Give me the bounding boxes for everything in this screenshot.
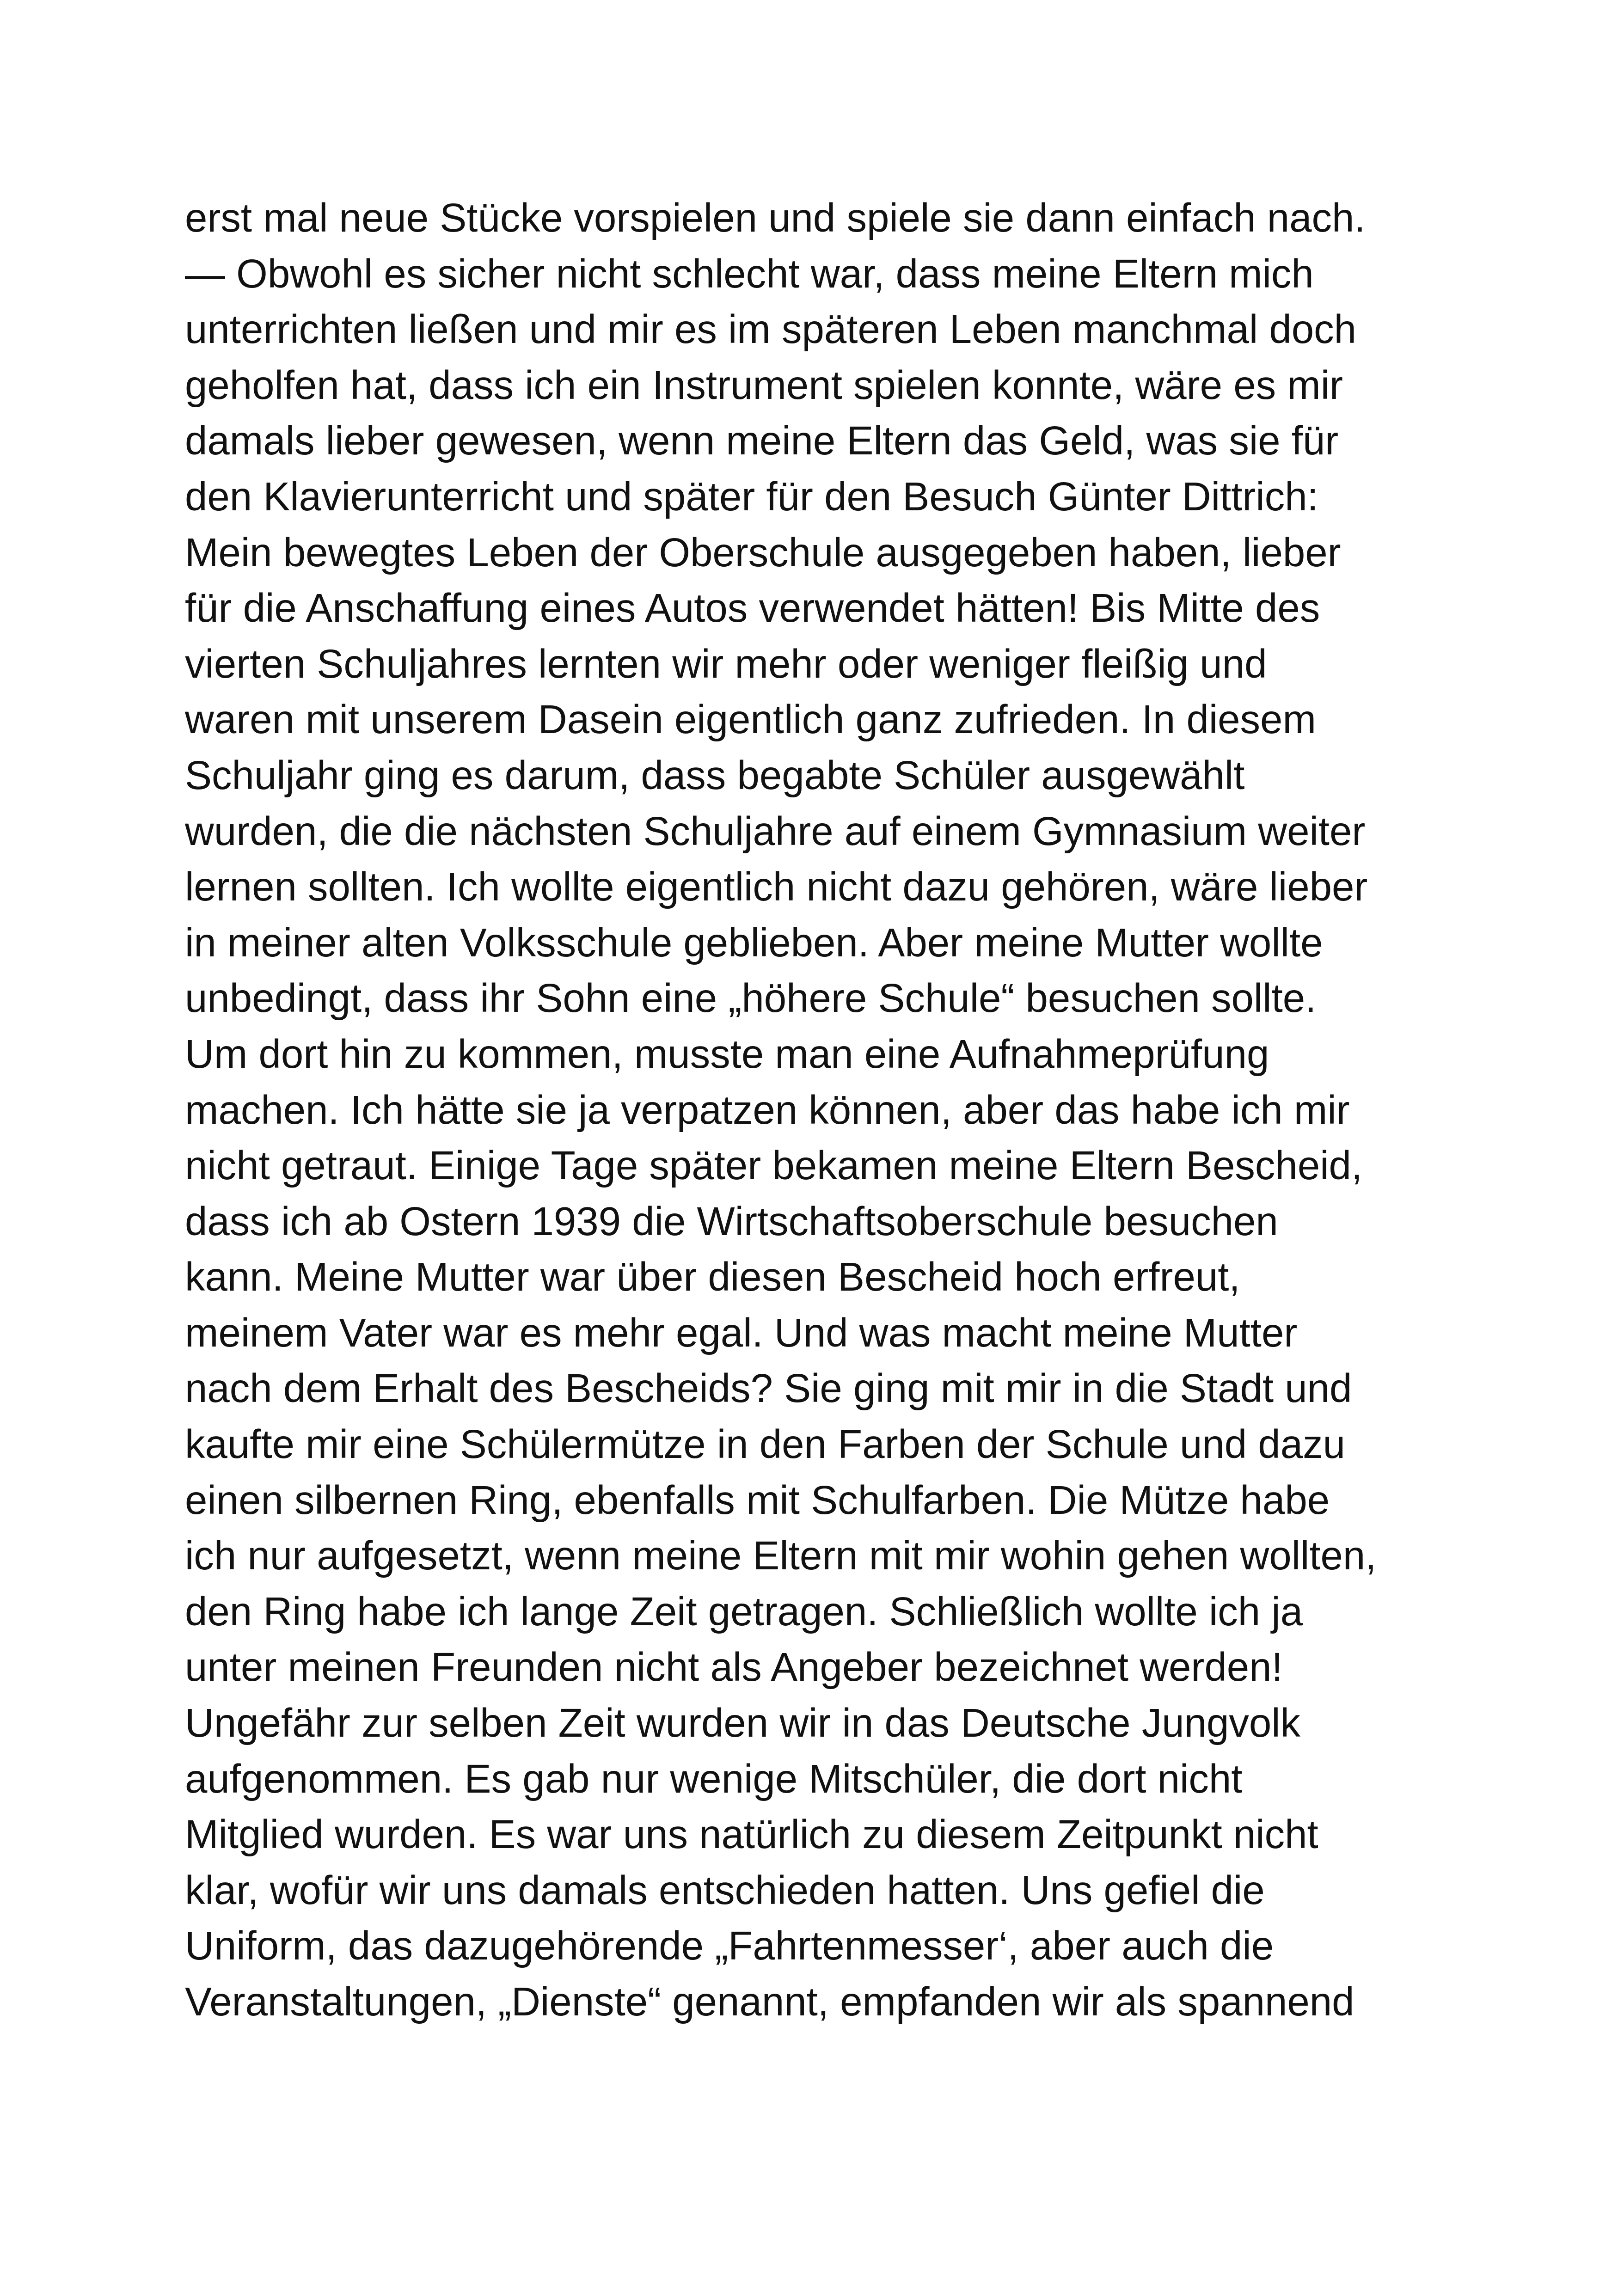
text-line: unter meinen Freunden nicht als Angeber bezeichnet werden! bbox=[185, 1645, 1283, 1690]
text-line: unterrichten ließen und mir es im späteren Leben manchmal doch bbox=[185, 307, 1357, 352]
text-line: — Obwohl es sicher nicht schlecht war, dass meine Eltern mich bbox=[185, 251, 1314, 296]
text-line: vierten Schuljahres lernten wir mehr oder weniger fleißig und bbox=[185, 641, 1267, 686]
text-line: Um dort hin zu kommen, musste man eine Aufnahmeprüfung bbox=[185, 1031, 1269, 1077]
text-line: kann. Meine Mutter war über diesen Bescheid hoch erfreut, bbox=[185, 1255, 1240, 1300]
text-line: machen. Ich hätte sie ja verpatzen können, aber das habe ich mir bbox=[185, 1087, 1350, 1133]
text-line: Mein bewegtes Leben der Oberschule ausgegeben haben, lieber bbox=[185, 530, 1341, 575]
text-line: den Ring habe ich lange Zeit getragen. Schließlich wollte ich ja bbox=[185, 1589, 1303, 1634]
text-line: Veranstaltungen, „Dienste“ genannt, empfanden wir als spannend bbox=[185, 1979, 1354, 2024]
text-line: nach dem Erhalt des Bescheids? Sie ging mit mir in die Stadt und bbox=[185, 1366, 1352, 1411]
text-line: damals lieber gewesen, wenn meine Eltern das Geld, was sie für bbox=[185, 418, 1339, 464]
text-line: Uniform, das dazugehörende „Fahrtenmesser‘, aber auch die bbox=[185, 1923, 1274, 1969]
text-line: einen silbernen Ring, ebenfalls mit Schulfarben. Die Mütze habe bbox=[185, 1477, 1330, 1523]
text-line: unbedingt, dass ihr Sohn eine „höhere Schule“ besuchen sollte. bbox=[185, 976, 1317, 1021]
text-line: dass ich ab Ostern 1939 die Wirtschaftsoberschule besuchen bbox=[185, 1199, 1278, 1244]
text-line: in meiner alten Volksschule geblieben. Aber meine Mutter wollte bbox=[185, 920, 1323, 965]
text-line: lernen sollten. Ich wollte eigentlich nicht dazu gehören, wäre lieber bbox=[185, 864, 1368, 910]
text-line: erst mal neue Stücke vorspielen und spiele sie dann einfach nach. bbox=[185, 196, 1366, 240]
text-line: wurden, die die nächsten Schuljahre auf einem Gymnasium weiter bbox=[185, 808, 1366, 854]
text-line: den Klavierunterricht und später für den Besuch Günter Dittrich: bbox=[185, 474, 1318, 519]
text-line: für die Anschaffung eines Autos verwendet hätten! Bis Mitte des bbox=[185, 586, 1320, 631]
text-line: waren mit unserem Dasein eigentlich ganz zufrieden. In diesem bbox=[185, 697, 1316, 742]
body-text bbox=[185, 190, 1479, 2030]
text-line: Schuljahr ging es darum, dass begabte Schüler ausgewählt bbox=[185, 753, 1245, 798]
text-line: kaufte mir eine Schülermütze in den Farben der Schule und dazu bbox=[185, 1422, 1345, 1467]
text-line: aufgenommen. Es gab nur wenige Mitschüler, die dort nicht bbox=[185, 1756, 1243, 1801]
text-line: meinem Vater war es mehr egal. Und was macht meine Mutter bbox=[185, 1310, 1298, 1355]
text-line: ich nur aufgesetzt, wenn meine Eltern mit mir wohin gehen wollten, bbox=[185, 1533, 1377, 1579]
text-line: geholfen hat, dass ich ein Instrument spielen konnte, wäre es mir bbox=[185, 362, 1343, 408]
text-line: Mitglied wurden. Es war uns natürlich zu diesem Zeitpunkt nicht bbox=[185, 1812, 1318, 1857]
text-line: Ungefähr zur selben Zeit wurden wir in das Deutsche Jungvolk bbox=[185, 1701, 1301, 1746]
text-line: nicht getraut. Einige Tage später bekamen meine Eltern Bescheid, bbox=[185, 1143, 1363, 1188]
text-line: klar, wofür wir uns damals entschieden hatten. Uns gefiel die bbox=[185, 1867, 1265, 1913]
